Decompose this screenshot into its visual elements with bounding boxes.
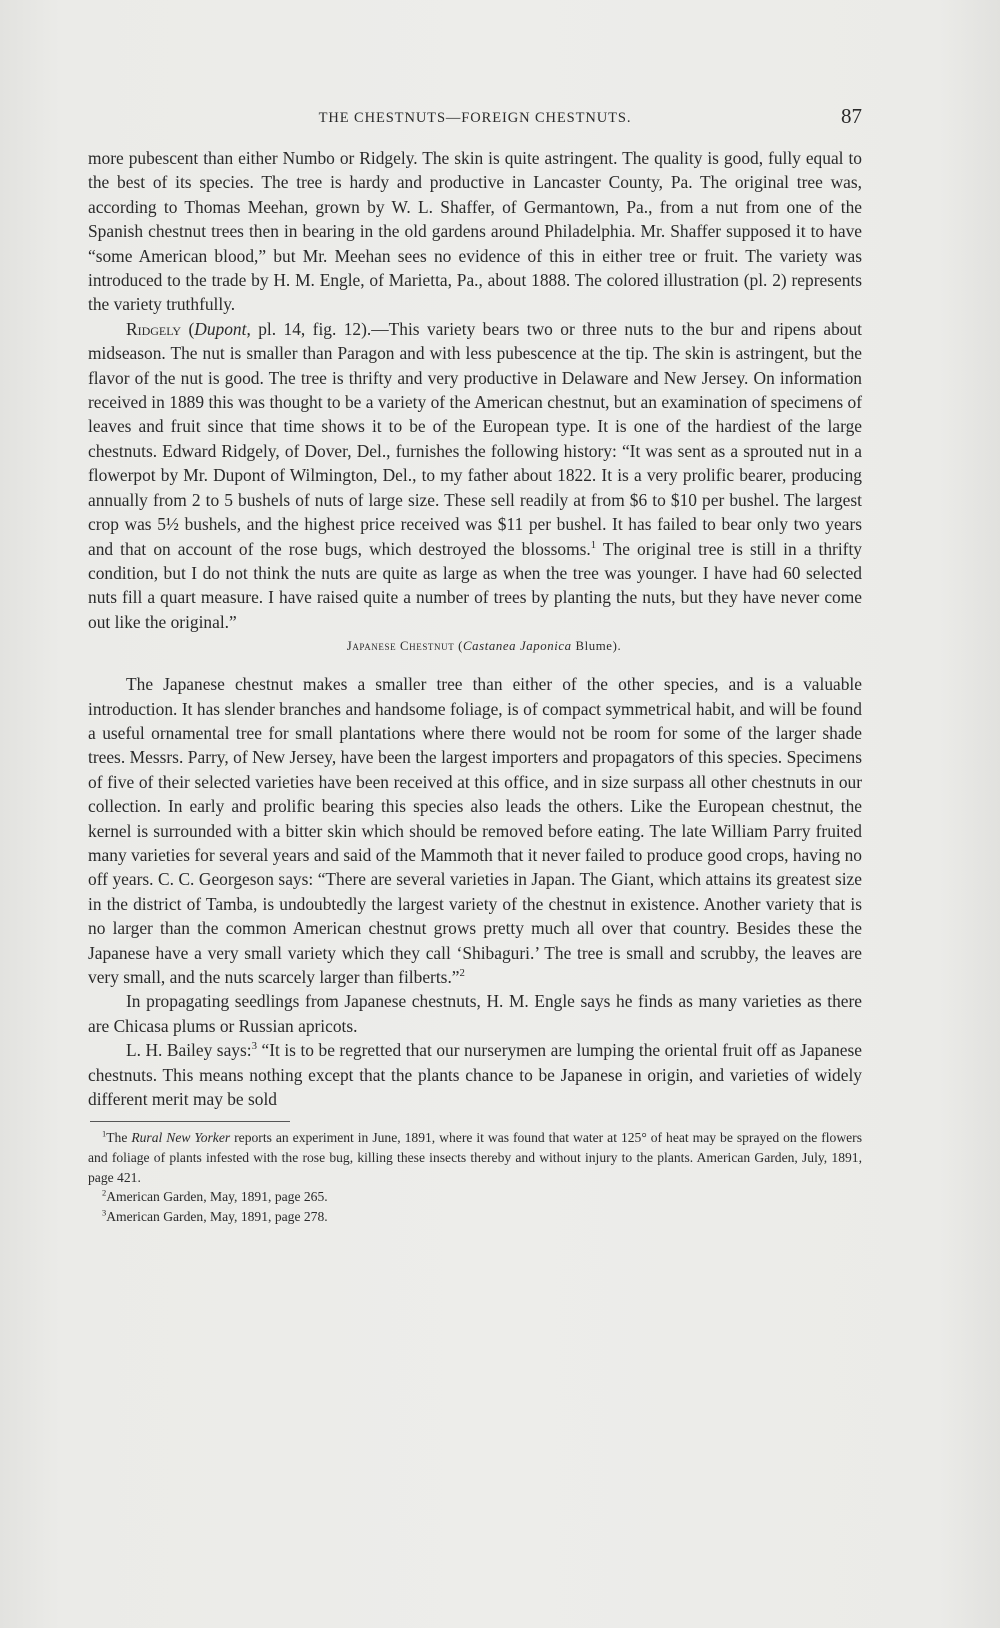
footnote-2-mark: 2 — [102, 1187, 107, 1198]
plate-reference: , pl. 14, fig. 12). — [246, 318, 372, 339]
authority: Blume). — [571, 639, 622, 654]
section-heading — [88, 636, 862, 656]
variety-name: Ridgely — [126, 318, 182, 339]
paragraph-ridgely — [88, 317, 862, 634]
running-head: THE CHESTNUTS—FOREIGN CHESTNUTS. — [318, 110, 632, 126]
japanese-3-lead: L. H. Bailey says: — [126, 1040, 252, 1061]
section-title: Japanese Chestnut — [346, 639, 455, 654]
footnote-1-pre: The — [106, 1130, 132, 1146]
footnote-3-mark: 3 — [102, 1207, 107, 1218]
footnote-2-text: American Garden, May, 1891, page 265. — [106, 1189, 328, 1205]
page-body — [88, 146, 862, 1226]
heading-paren: ( — [454, 639, 463, 654]
paragraph-japanese-3 — [88, 1038, 862, 1111]
footnote-ref-2: 2 — [459, 967, 465, 980]
paragraph-japanese-1 — [88, 672, 862, 989]
footnote-ref-3: 3 — [251, 1040, 257, 1053]
paren-open: ( — [181, 318, 195, 339]
variety-source: Dupont — [194, 318, 247, 339]
footnote-ref-1: 1 — [590, 538, 597, 551]
footnotes — [88, 1128, 862, 1226]
japanese-text-3: “It is to be regretted that our nurserymen are lumping the oriental fruit off as Japanese chestnuts. This means nothing except that the plants chance to be Japanese in origin, and varieties of widely different merit may be sold — [88, 1040, 862, 1110]
page-number: 87 — [841, 104, 862, 128]
footnote-3-text: American Garden, May, 1891, page 278. — [106, 1208, 328, 1224]
page-header — [88, 104, 862, 134]
footnote-1-title: Rural New Yorker — [131, 1130, 231, 1146]
ridgely-text-2: The original tree is still in a thrifty condition, but I do not think the nuts are quite as large as when the tree was younger. I have had 60 selected nuts fill a quart measure. I have raised quite a number of trees by planting the nuts, but they have never come out like the original.” — [88, 538, 862, 632]
footnote-1-text: reports an experiment in June, 1891, where it was found that water at 125° of heat may be sprayed on the flowers and foliage of plants infested with the rose bug, killing these insects thereby and without injury to the plants. American Garden, July, 1891, page 421. — [88, 1130, 862, 1185]
footnote-1-mark: 1 — [102, 1128, 107, 1139]
japanese-text-1: The Japanese chestnut makes a smaller tree than either of the other species, and is a valuable introduction. It has slender branches and handsome foliage, is of compact symmetrical habit, and will be found a useful ornamental tree for small plantations where there would not be room for some of the larger shade trees. Messrs. Parry, of New Jersey, have been the largest importers and propagators of this species. Specimens of five of their selected varieties have been received at this office, and in size surpass all other chestnuts in our collection. In early and prolific bearing this species also leads the others. Like the European chestnut, the kernel is surrounded with a bitter skin which should be removed before eating. The late William Parry fruited many varieties for several years and said of the Mammoth that it never failed to produce good crops, having no off years. C. C. Georgeson says: “There are several varieties in Japan. The Giant, which attains its greatest size in the district of Tamba, is undoubtedly the largest variety of the chestnut in existence. Another variety that is no larger than the common American chestnut grows pretty much all over that country. Besides these the Japanese have a very small variety which they call ‘Shibaguri.’ The tree is small and scrubby, the leaves are very small, and the nuts scarcely larger than filberts.” — [88, 674, 862, 987]
latin-name: Castanea Japonica — [463, 639, 572, 654]
paragraph-japanese-2: In propagating seedlings from Japanese chestnuts, H. M. Engle says he finds as many varieties as there are Chicasa plums or Russian apricots. — [88, 991, 862, 1036]
footnote-rule — [90, 1121, 290, 1122]
footnote-3 — [88, 1207, 862, 1227]
ridgely-text-1: —This variety bears two or three nuts to the bur and ripens about midseason. The nut is smaller than Paragon and with less pubescence at the tip. The skin is astringent, but the flavor of the nut is good. The tree is thrifty and very productive in Delaware and New Jersey. On information received in 1889 this was thought to be a variety of the American chestnut, but an examination of specimens of leaves and fruit since that time shows it to be of the European type. It is one of the hardiest of the large chestnuts. Edward Ridgely, of Dover, Del., furnishes the following history: “It was sent as a sprouted nut in a flowerpot by Mr. Dupont of Wilmington, Del., to my father about 1822. It is a very prolific bearer, producing annually from 2 to 5 bushels of nuts of large size. These sell readily at from $6 to $10 per bushel. The largest crop was 5½ bushels, and the highest price received was $11 per bushel. It has failed to bear only two years and that on account of the rose bugs, which destroyed the blossoms. — [88, 318, 863, 559]
paragraph-continued: more pubescent than either Numbo or Ridgely. The skin is quite astringent. The quality is good, fully equal to the best of its species. The tree is hardy and productive in Lancaster County, Pa. The original tree was, according to Thomas Meehan, grown by W. L. Shaffer, of Germantown, Pa., from a nut from one of the Spanish chestnut trees then in bearing in the old gardens around Philadelphia. Mr. Shaffer supposed it to have “some American blood,” but Mr. Meehan sees no evidence of this in either tree or fruit. The variety was introduced to the trade by H. M. Engle, of Marietta, Pa., about 1888. The colored illustration (pl. 2) represents the variety truthfully. — [88, 148, 862, 315]
footnote-1 — [88, 1128, 862, 1187]
footnote-2 — [88, 1187, 862, 1207]
